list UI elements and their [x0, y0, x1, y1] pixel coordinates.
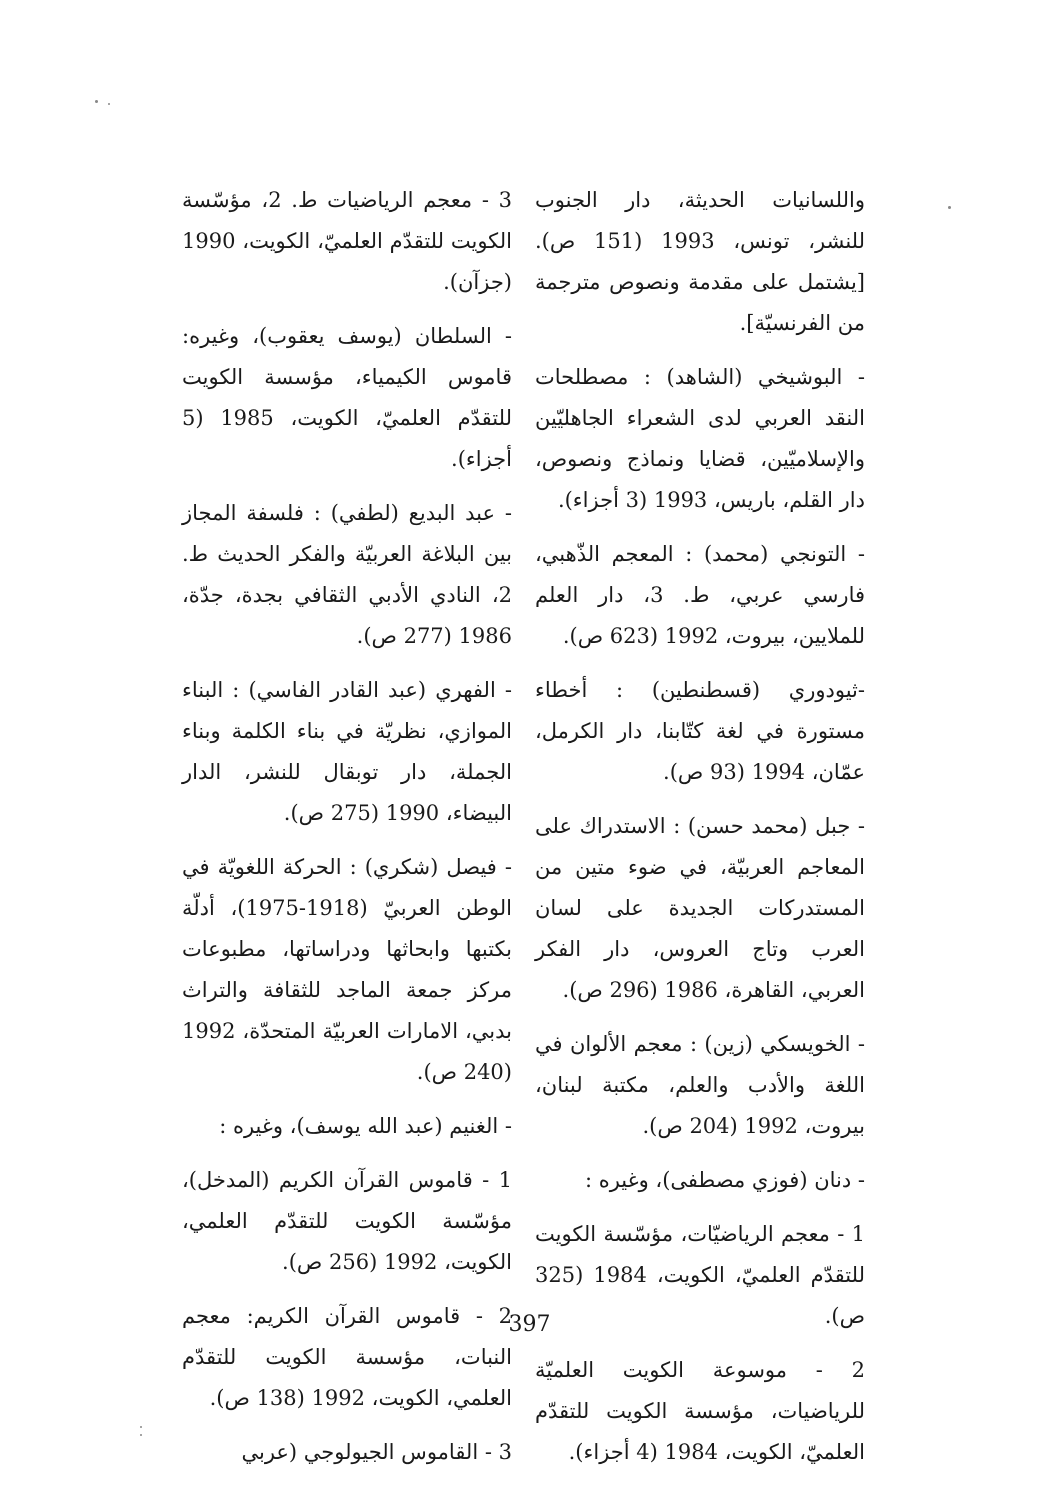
bibliography-entry: - الغنيم (عبد الله يوسف)، وغيره : — [219, 1114, 512, 1138]
scan-speck — [95, 100, 98, 103]
bibliography-entry: - عبد البديع (لطفي) : فلسفة المجاز بين البلاغة العربيّة والفكر الحديث ط. 2، النادي الأدبي الثقافي بجدة، جدّة، 1986 (277 ص). — [182, 501, 512, 648]
bibliography-entry: - الخويسكي (زين) : معجم الألوان في اللغة والأدب والعلم، مكتبة لبنان، بيروت، 1992 (204 ص). — [535, 1032, 865, 1138]
scan-speck — [108, 103, 110, 105]
bibliography-entry: - الفهري (عبد القادر الفاسي) : البناء الموازي، نظريّة في بناء الكلمة وبناء الجملة، دار توبقال للنشر، الدار البيضاء، 1990 (275 ص). — [182, 678, 512, 825]
scan-speck — [948, 206, 951, 209]
left-column — [182, 180, 512, 1486]
right-column — [535, 180, 865, 1486]
scan-speck — [140, 1434, 142, 1436]
bibliography-entry: - التونجي (محمد) : المعجم الذّهبي، فارسي عربي، ط. 3، دار العلم للملايين، بيروت، 1992 (623 ص). — [535, 542, 866, 648]
bibliography-entry: 2 - قاموس القرآن الكريم: معجم النبات، مؤسسة الكويت للتقدّم العلمي، الكويت، 1992 (138 ص). — [182, 1304, 512, 1410]
bibliography-entry: - السلطان (يوسف يعقوب)، وغيره: قاموس الكيمياء، مؤسسة الكويت للتقدّم العلميّ، الكويت، 1985 (5 أجزاء). — [182, 324, 512, 471]
bibliography-entry: 1 - معجم الرياضيّات، مؤسّسة الكويت للتقدّم العلميّ، الكويت، 1984 (325 ص). — [535, 1222, 865, 1328]
bibliography-entry: 3 - القاموس الجيولوجي (عربي — [241, 1440, 512, 1464]
page-number: 397 — [508, 1312, 551, 1337]
bibliography-entry: 3 - معجم الرياضيات ط. 2، مؤسّسة الكويت للتقدّم العلميّ، الكويت، 1990 (جزآن). — [182, 188, 512, 294]
bibliography-entry: 1 - قاموس القرآن الكريم (المدخل)، مؤسّسة الكويت للتقدّم العلمي، الكويت، 1992 (256 ص). — [182, 1168, 512, 1274]
bibliography-entry: - دنان (فوزي مصطفى)، وغيره : — [584, 1168, 865, 1192]
scan-speck — [140, 1426, 142, 1428]
bibliography-entry: 2 - موسوعة الكويت العلميّة للرياضيات، مؤسسة الكويت للتقدّم العلميّ، الكويت، 1984 (4 أجزاء). — [535, 1358, 865, 1464]
bibliography-entry: واللسانيات الحديثة، دار الجنوب للنشر، تونس، 1993 (151 ص). [يشتمل على مقدمة ونصوص مترجمة من الفرنسيّة]. — [535, 188, 866, 335]
bibliography-entry: - جبل (محمد حسن) : الاستدراك على المعاجم العربيّة، في ضوء متين من المستدركات الجديدة على لسان العرب وتاج العروس، دار الفكر العربي، القاهرة، 1986 (296 ص). — [535, 814, 865, 1002]
bibliography-entry: - البوشيخي (الشاهد) : مصطلحات النقد العربي لدى الشعراء الجاهليّين والإسلاميّين، قضايا ونماذج ونصوص، دار القلم، باريس، 1993 (3 أجزاء). — [535, 365, 865, 512]
bibliography-entry: - فيصل (شكري) : الحركة اللغويّة في الوطن العربيّ (1918-1975)، أدلّة بكتبها وابحاثها ودراساتها، مطبوعات مركز جمعة الماجد للثقافة والتراث بدبي، الامارات العربيّة المتحدّة، 1992 (240 ص). — [182, 855, 512, 1084]
bibliography-entry: -ثيودوري (قسطنطين) : أخطاء مستورة في لغة كتّابنا، دار الكرمل، عمّان، 1994 (93 ص). — [535, 678, 865, 784]
